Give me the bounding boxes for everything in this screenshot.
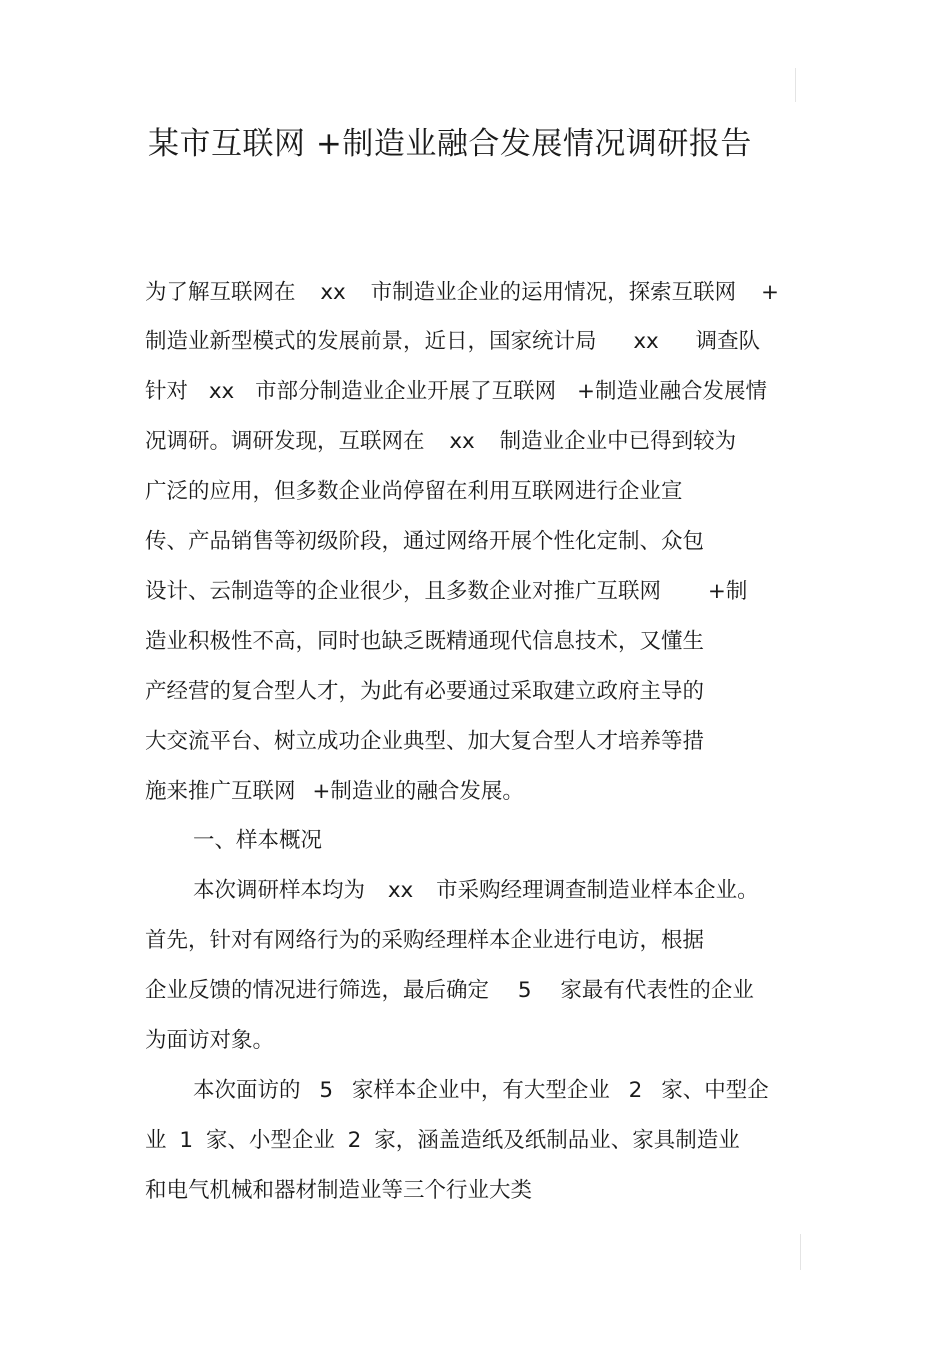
body-line-2: 制造业新型模式的发展前景，近日，国家统计局 xx 调查队 xyxy=(145,329,761,354)
body-line-17: 本次面访的 5 家样本企业中，有大型企业 2 家、中型企 xyxy=(193,1078,769,1103)
body-line-8: 造业积极性不高，同时也缺乏既精通现代信息技术，又懂生 xyxy=(145,629,705,654)
body-line-4: 况调研。调研发现，互联网在 xx 制造业企业中已得到较为 xyxy=(145,429,737,454)
body-line-7: 设计、云制造等的企业很少，且多数企业对推广互联网 +制 xyxy=(145,579,748,604)
body-line-9: 产经营的复合型人才，为此有必要通过采取建立政府主导的 xyxy=(145,679,705,704)
body-line-5: 广泛的应用，但多数企业尚停留在利用互联网进行企业宣 xyxy=(145,479,683,504)
body-line-19: 和电气机械和器材制造业等三个行业大类 xyxy=(145,1178,533,1203)
body-line-11: 施来推广互联网 +制造业的融合发展。 xyxy=(145,779,524,804)
body-line-6: 传、产品销售等初级阶段，通过网络开展个性化定制、众包 xyxy=(145,529,705,554)
page-edge-mark-top xyxy=(795,68,796,102)
body-line-1: 为了解互联网在 xx 市制造业企业的运用情况，探索互联网 + xyxy=(145,280,779,305)
body-line-15: 企业反馈的情况进行筛选，最后确定 5 家最有代表性的企业 xyxy=(145,978,754,1003)
document-title: 某市互联网 +制造业融合发展情况调研报告 xyxy=(148,126,752,162)
body-line-10: 大交流平台、树立成功企业典型、加大复合型人才培养等措 xyxy=(145,729,705,754)
page-edge-mark-bottom xyxy=(800,1234,801,1270)
body-line-18: 业 1 家、小型企业 2 家，涵盖造纸及纸制品业、家具制造业 xyxy=(145,1128,740,1153)
body-line-13: 本次调研样本均为 xx 市采购经理调查制造业样本企业。 xyxy=(193,878,759,903)
body-line-16: 为面访对象。 xyxy=(145,1028,275,1053)
body-line-14: 首先，针对有网络行为的采购经理样本企业进行电访，根据 xyxy=(145,928,705,953)
section-heading: 一、样本概况 xyxy=(193,828,323,853)
body-line-3: 针对 xx 市部分制造业企业开展了互联网 +制造业融合发展情 xyxy=(145,379,767,404)
